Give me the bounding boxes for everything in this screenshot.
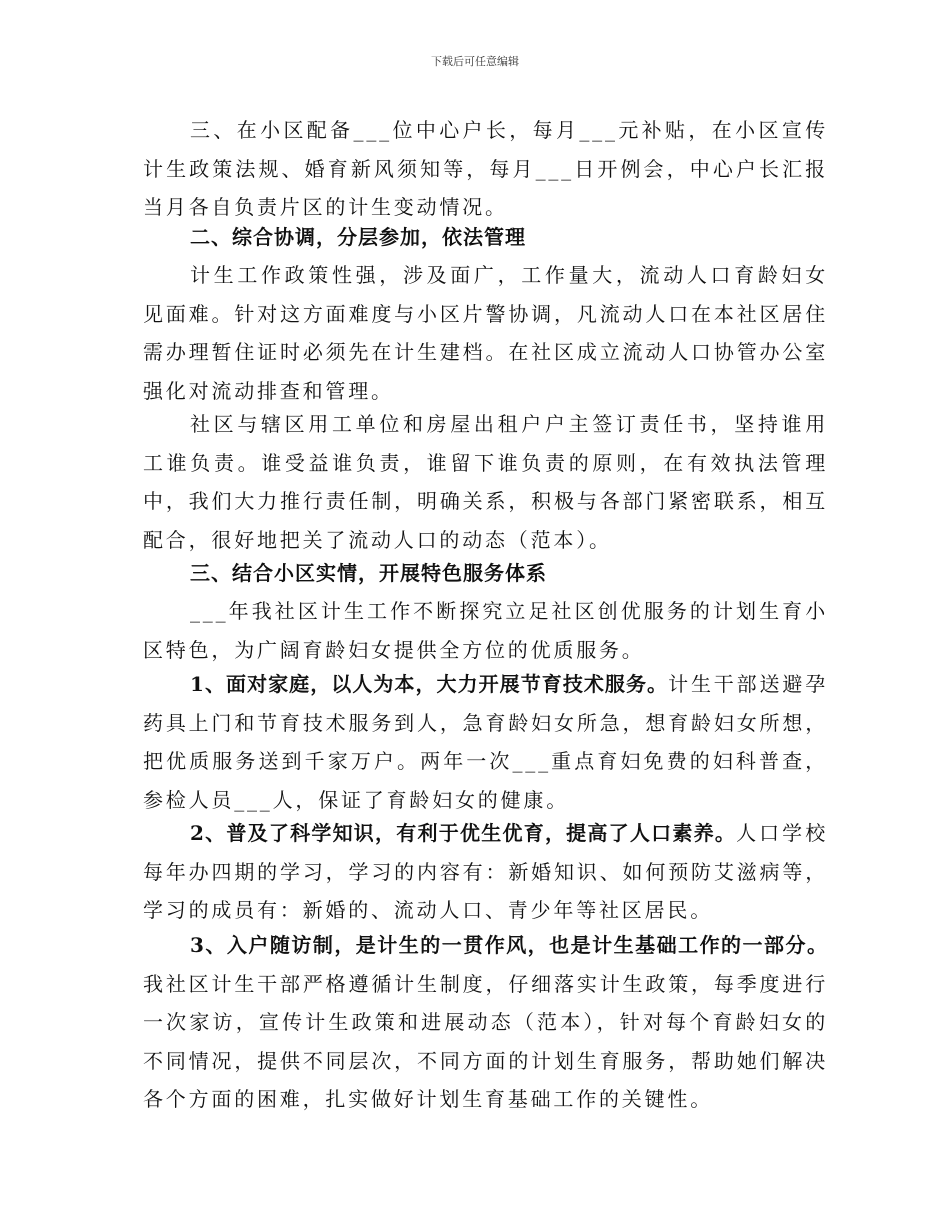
page-header-note: 下载后可任意编辑 xyxy=(431,55,519,68)
paragraph-body-family: 计生干部送避孕药具上门和节育技术服务到人，急育龄妇女所急，想育龄妇女所想，把优质服务送到千家万户。两年一次___重点育妇免费的妇科普查，参检人员___人，保证了育龄妇女的健康。 xyxy=(143,672,828,812)
paragraph-floating-population: 计生工作政策性强，涉及面广，工作量大，流动人口育龄妇女见面难。针对这方面难度与小区片警协调，凡流动人口在本社区居住需办理暂住证时必须先在计生建档。在社区成立流动人口协管办公室强化对流动排查和管理。 xyxy=(143,263,828,403)
paragraph-body-science: 人口学校每年办四期的学习，学习的内容有：新婚知识、如何预防艾滋病等，学习的成员有：新婚的、流动人口、青少年等社区居民。 xyxy=(143,821,829,922)
paragraph-science-knowledge xyxy=(143,814,828,930)
paragraph-community-features: ___年我社区计生工作不断探究立足社区创优服务的计划生育小区特色，为广阔育龄妇女提供全方位的优质服务。 xyxy=(143,599,828,662)
section-heading-special-services: 三、结合小区实情，开展特色服务体系 xyxy=(190,561,547,585)
paragraph-community-household-heads: 三、在小区配备___位中心户长，每月___元补贴，在小区宣传计生政策法规、婚育新风须知等，每月___日开例会，中心户长汇报当月各自负责片区的计生变动情况。 xyxy=(143,118,828,219)
paragraph-lead-science: 2、普及了科学知识，有利于优生优育，提高了人口素养。 xyxy=(190,821,737,845)
paragraph-lead-family: 1、面对家庭，以人为本，大力开展节育技术服务。 xyxy=(190,672,669,696)
paragraph-home-visits xyxy=(143,926,828,1119)
paragraph-family-services xyxy=(143,665,828,819)
paragraph-lead-visits: 3、入户随访制，是计生的一贯作风，也是计生基础工作的一部分。 xyxy=(190,933,828,957)
section-heading-coordination: 二、综合协调，分层参加，依法管理 xyxy=(190,225,526,249)
paragraph-responsibility-system: 社区与辖区用工单位和房屋出租户户主签订责任书，坚持谁用工谁负责。谁受益谁负责，谁留下谁负责的原则，在有效执法管理中，我们大力推行责任制，明确关系，积极与各部门紧密联系，相互配合，很好地把关了流动人口的动态（范本）。 xyxy=(143,412,828,552)
paragraph-body-visits: 我社区计生干部严格遵循计生制度，仔细落实计生政策，每季度进行一次家访，宣传计生政策和进展动态（范本），针对每个育龄妇女的不同情况，提供不同层次，不同方面的计划生育服务，帮助她们解决各个方面的困难，扎实做好计划生育基础工作的关键性。 xyxy=(143,971,828,1111)
